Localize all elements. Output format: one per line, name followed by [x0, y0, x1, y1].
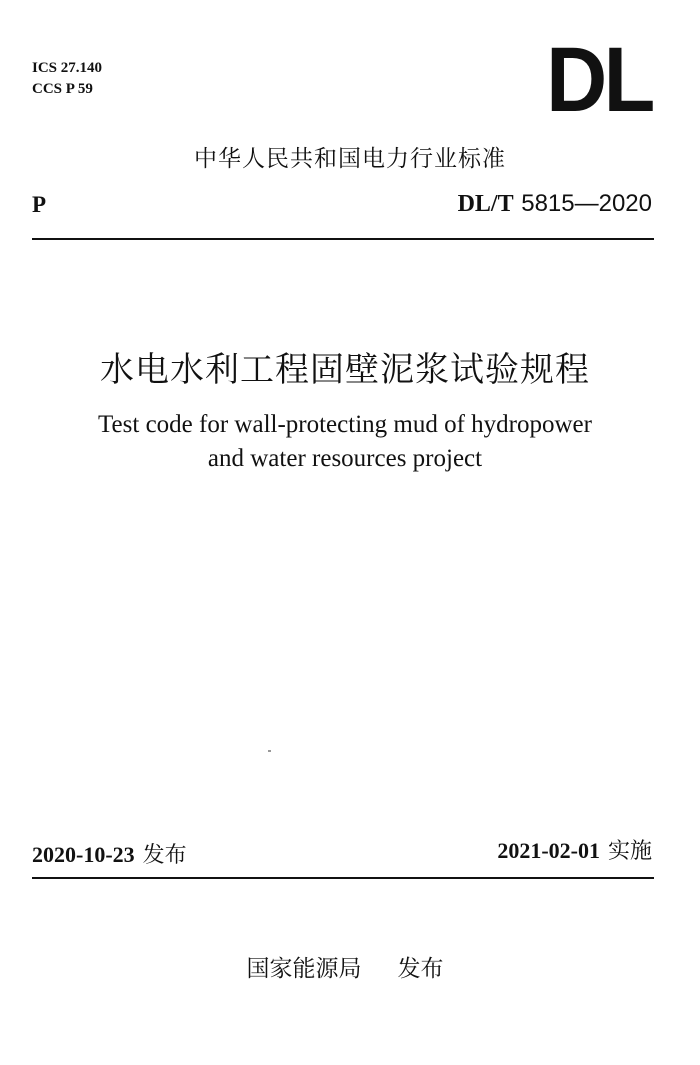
- footer-divider: [32, 877, 654, 879]
- ccs-code: CCS P 59: [32, 81, 93, 97]
- publisher-name: 国家能源局: [246, 956, 362, 982]
- standard-code-number: 5815—2020: [521, 190, 652, 217]
- publisher-action: 发布: [397, 956, 444, 982]
- header-divider: [32, 238, 654, 240]
- standard-code: [458, 189, 652, 218]
- implement-date: [497, 834, 652, 865]
- dl-logo: DL: [546, 29, 652, 131]
- publish-date: [32, 838, 187, 869]
- publish-date-value: 2020-10-23: [32, 842, 135, 867]
- classification-codes: [32, 58, 102, 100]
- ics-code: ICS 27.140: [32, 60, 103, 76]
- implement-date-label: 实施: [607, 839, 652, 864]
- publisher: [0, 950, 690, 983]
- print-speck: [268, 750, 271, 752]
- title-english-line2: and water resources project: [207, 445, 483, 472]
- implement-date-value: 2021-02-01: [497, 838, 600, 863]
- title-english-line1: Test code for wall-protecting mud of hydropower: [98, 411, 592, 438]
- class-letter: P: [32, 192, 47, 217]
- publish-date-label: 发布: [142, 843, 187, 868]
- standard-code-prefix: DL/T: [457, 191, 514, 217]
- standard-category: 中华人民共和国电力行业标准: [194, 146, 506, 172]
- title-chinese: 水电水利工程固壁泥浆试验规程: [100, 350, 590, 390]
- title-english: [0, 408, 690, 476]
